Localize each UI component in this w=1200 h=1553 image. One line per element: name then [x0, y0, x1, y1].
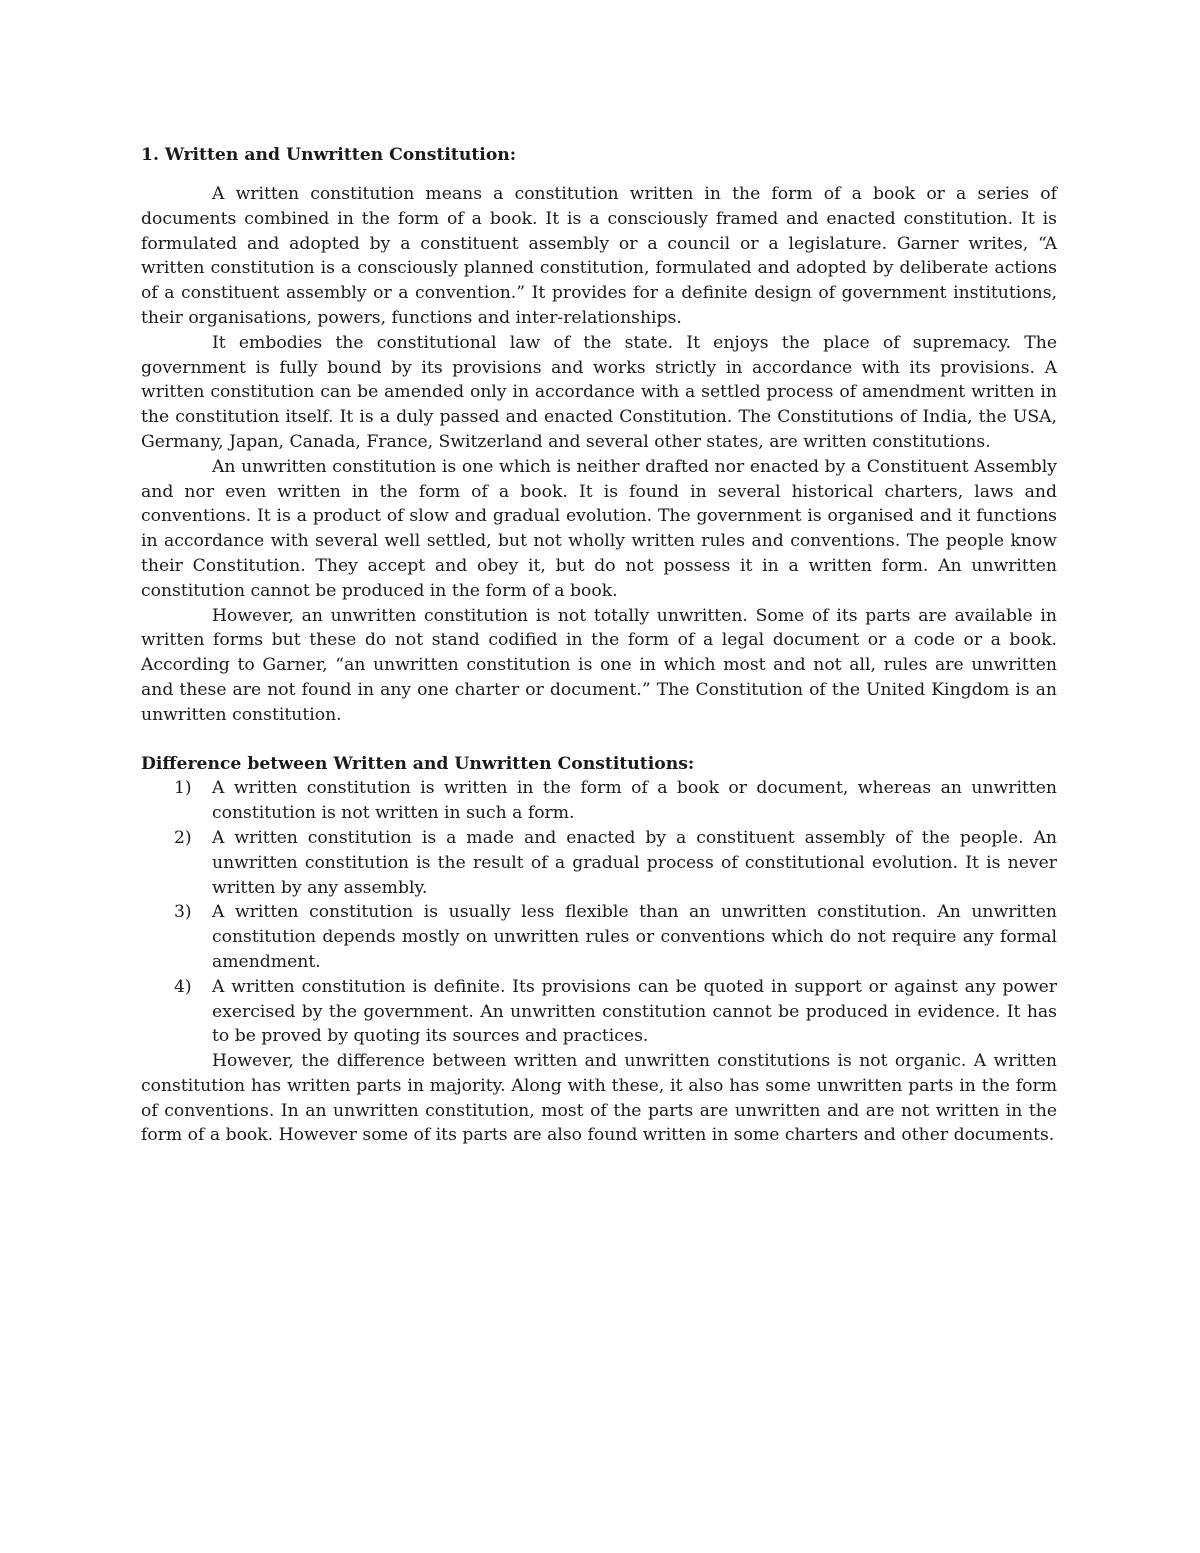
difference-number: 4): [174, 976, 192, 997]
section-heading: 1. Written and Unwritten Constitution:: [141, 145, 517, 165]
difference-text: A written constitution is usually less flexible than an unwritten constitution. An unwritten constitution depends mostly on unwritten rules or conventions which do not require any formal amendment.: [212, 902, 1057, 972]
paragraph-written-supremacy: It embodies the constitutional law of the state. It enjoys the place of supremacy. The government is fully bound by its provisions and works strictly in accordance with its provisions. A written constitution can be amended only in accordance with a settled process of amendment written in the constitution itself. It is a duly passed and enacted Constitution. The Constitutions of India, the USA, Germany, Japan, Canada, France, Switzerland and several other states, are written constitutions.: [141, 332, 1057, 452]
difference-item: [141, 826, 1057, 900]
difference-number: 3): [174, 902, 192, 923]
difference-item: [141, 776, 1057, 826]
paragraph-unwritten-definition: An unwritten constitution is one which is neither drafted nor enacted by a Constituent Assembly and nor even written in the form of a book. It is found in several historical charters, laws and conventions. It is a product of slow and gradual evolution. The government is organised and it functions in accordance with several well settled, but not wholly written rules and conventions. The people know their Constitution. They accept and obey it, but do not possess it in a written form. An unwritten constitution cannot be produced in the form of a book.: [141, 456, 1057, 601]
difference-text: A written constitution is a made and enacted by a constituent assembly of the people. An unwritten constitution is the result of a gradual process of constitutional evolution. It is never written by any assembly.: [212, 827, 1057, 898]
paragraph-written-definition: A written constitution means a constitution written in the form of a book or a series of documents combined in the form of a book. It is a consciously framed and enacted constitution. It is formulated and adopted by a constituent assembly or a council or a legislature. Garner writes, “A written constitution is a consciously planned constitution, formulated and adopted by deliberate actions of a constituent assembly or a convention.” It provides for a definite design of government institutions, their organisations, powers, functions and inter-relationships.: [141, 184, 1057, 328]
difference-text: A written constitution is definite. Its provisions can be quoted in support or against any power exercised by the government. An unwritten constitution cannot be produced in evidence. It has to be proved by quoting its sources and practices.: [212, 976, 1057, 1047]
difference-number: 2): [174, 827, 192, 848]
difference-item: [141, 900, 1057, 974]
paragraph-closing: However, the difference between written and unwritten constitutions is not organic. A written constitution has written parts in majority. Along with these, it also has some unwritten parts in the form of conventions. In an unwritten constitution, most of the parts are unwritten and are not written in the form of a book. However some of its parts are also found written in some charters and other documents.: [141, 1051, 1057, 1146]
document-body: [141, 138, 1057, 1148]
difference-text: A written constitution is written in the form of a book or document, whereas an unwritten constitution is not written in such a form.: [212, 778, 1057, 824]
difference-number: 1): [174, 778, 192, 799]
paragraph-unwritten-nuance: However, an unwritten constitution is not totally unwritten. Some of its parts are available in written forms but these do not stand codified in the form of a legal document or a code or a book. According to Garner, “an unwritten constitution is one in which most and not all, rules are unwritten and these are not found in any one charter or document.” The Constitution of the United Kingdom is an unwritten constitution.: [141, 605, 1057, 725]
differences-heading: Difference between Written and Unwritten Constitutions:: [141, 753, 695, 774]
difference-item: [141, 975, 1057, 1049]
differences-list: [141, 776, 1057, 1049]
